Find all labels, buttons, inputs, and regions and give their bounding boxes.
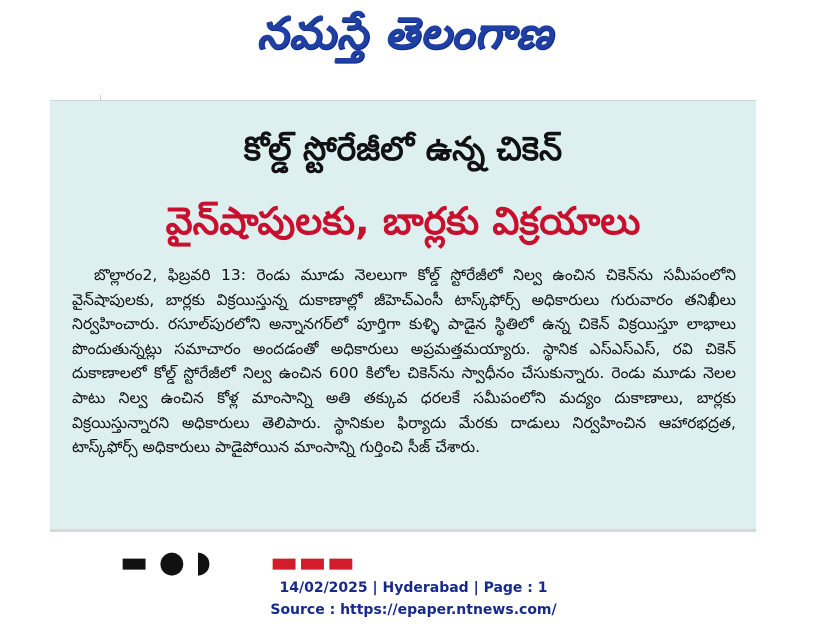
masthead-title: నమస్తే తెలంగాణ — [256, 8, 554, 59]
clipping-shadow — [50, 529, 756, 532]
news-article-clipping — [50, 100, 756, 531]
clipping-footer — [0, 577, 827, 621]
cropped-heading-black-glyphs: ▬ ● ◗ — [120, 545, 212, 580]
article-kicker: కోల్డ్ స్టోరేజీలో ఉన్న చికెన్ — [243, 129, 563, 168]
footer-source: Source : https://epaper.ntnews.com/ — [270, 602, 557, 618]
newspaper-masthead — [205, 8, 605, 70]
article-headline: వైన్‌షాపులకు, బార్లకు విక్రయాలు — [165, 199, 641, 243]
article-body: బొల్లారం2, ఫిబ్రవరి 13: రెండు మూడు నెలలుగా కోల్డ్ స్టోరేజీలో నిల్వ ఉంచిన చికెన్‌ను సమీపంలోని వైన్‌షాపులకు, బార్లకు విక్రయిస్తున్న దుకాణాల్లో జీహెచ్‌ఎంసీ టాస్క్‌ఫోర్స్ అధికారులు గురువారం తనిఖీలు నిర్వహించారు. రసూల్‌పురలోని అన్నానగర్‌లో పూర్తిగా కుళ్ళి పాడైన స్థితిలో ఉన్న చికెన్ విక్రయిస్తూ లాభాలు పొందుతున్నట్లు సమాచారం అందడంతో అధికారులు అప్రమత్తమయ్యారు. స్థానిక ఎస్‌ఎస్‌ఎస్, రవి చికెన్ దుకాణాలలో కోల్డ్ స్టోరేజీలో నిల్వ ఉంచిన 600 కిలోల చికెన్‌ను స్వాధీనం చేసుకున్నారు. రెండు మూడు నెలల పాటు నిల్వ ఉంచిన కోళ్ల మాంసాన్ని అతి తక్కువ ధరలకే సమీపంలోని మద్యం దుకాణాలు, బార్లకు విక్రయిస్తున్నారని అధికారులు తెలిపారు. స్థానికుల ఫిర్యాదు మేరకు దాడులు నిర్వహించిన ఆహారభద్రత, టాస్క్‌ఫోర్స్ అధికారులు పాడైపోయిన మాంసాన్ని గుర్తించి సీజ్ చేశారు. — [72, 266, 736, 457]
next-article-cropped-heading — [120, 545, 356, 580]
footer-dateline: 14/02/2025 | Hyderabad | Page : 1 — [279, 580, 548, 596]
cropped-heading-red-glyphs: ▬▬▬ — [270, 545, 356, 580]
